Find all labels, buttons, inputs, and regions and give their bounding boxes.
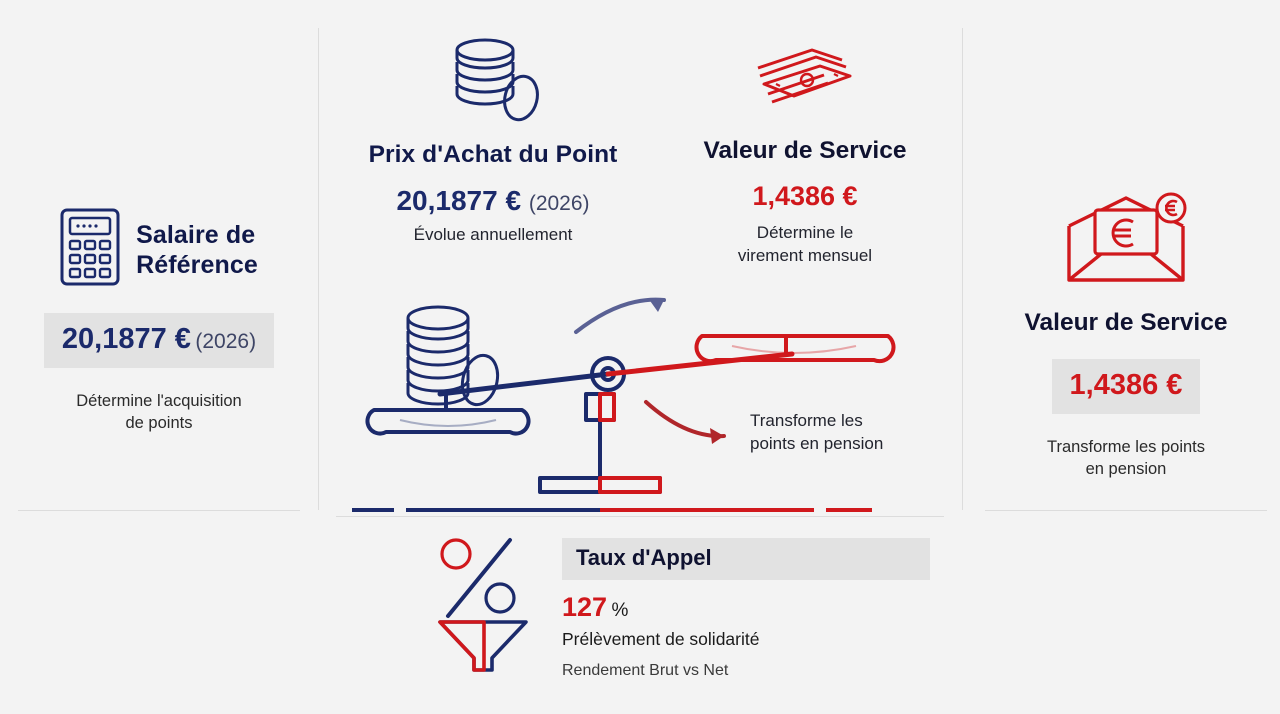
left-panel-title-line1: Salaire de bbox=[136, 220, 256, 249]
left-panel-year: (2026) bbox=[195, 330, 257, 353]
taux-dappel-unit: % bbox=[611, 600, 629, 621]
panel-valeur-de-service bbox=[985, 192, 1267, 481]
taux-dappel-texts bbox=[562, 530, 930, 680]
prix-achat-value: 20,1877 € bbox=[396, 185, 522, 216]
taux-dappel-footnote: Rendement Brut vs Net bbox=[562, 662, 729, 679]
transform-note-line2: points en pension bbox=[750, 433, 884, 453]
envelope-euro-icon bbox=[1061, 192, 1191, 293]
curved-arrow-right-icon bbox=[646, 402, 724, 444]
banknotes-icon bbox=[750, 44, 860, 127]
left-panel-value-pill bbox=[44, 313, 274, 368]
left-panel-title bbox=[136, 220, 258, 280]
divider-vertical-right bbox=[962, 28, 963, 510]
valeur-service-right-value-pill bbox=[1052, 359, 1201, 414]
taux-dappel-value-row bbox=[562, 592, 930, 623]
valeur-service-right-title: Valeur de Service bbox=[1024, 309, 1228, 336]
left-panel-caption-line2: de points bbox=[125, 414, 193, 433]
valeur-service-right-caption-line1: Transforme les points bbox=[1046, 438, 1206, 456]
percent-funnel-icon bbox=[430, 530, 536, 677]
panel-taux-dappel bbox=[430, 530, 970, 695]
block-valeur-de-service-center bbox=[670, 44, 940, 268]
panel-center bbox=[320, 20, 960, 510]
valeur-service-center-subtitle bbox=[738, 222, 872, 268]
taux-dappel-title: Taux d'Appel bbox=[576, 545, 712, 570]
valeur-service-center-subtitle-line2: virement mensuel bbox=[737, 245, 873, 265]
curved-arrow-up-icon bbox=[576, 298, 664, 332]
calculator-icon bbox=[60, 208, 120, 291]
balance-scale-icon bbox=[340, 270, 940, 520]
valeur-service-right-value: 1,4386 € bbox=[1069, 369, 1183, 401]
valeur-service-center-title: Valeur de Service bbox=[703, 137, 907, 164]
taux-dappel-value: 127 bbox=[562, 592, 608, 622]
panel-salaire-de-reference bbox=[18, 208, 300, 435]
left-panel-caption bbox=[76, 390, 241, 435]
divider-horizontal-left bbox=[18, 510, 300, 511]
prix-achat-year: (2026) bbox=[528, 192, 590, 215]
left-panel-caption-line1: Détermine l'acquisition bbox=[76, 392, 242, 410]
left-panel-header bbox=[60, 208, 258, 291]
transform-note bbox=[750, 410, 925, 456]
prix-achat-value-row bbox=[396, 185, 589, 217]
coin-stack-icon bbox=[443, 36, 543, 133]
valeur-service-right-caption-line2: en pension bbox=[1085, 460, 1167, 479]
divider-horizontal-right bbox=[985, 510, 1267, 511]
block-prix-achat-du-point bbox=[338, 36, 648, 245]
prix-achat-title: Prix d'Achat du Point bbox=[368, 141, 618, 168]
left-panel-title-line2: Référence bbox=[136, 250, 258, 279]
valeur-service-center-subtitle-line1: Détermine le bbox=[756, 223, 854, 242]
valeur-service-center-value: 1,4386 € bbox=[752, 181, 858, 211]
left-panel-value: 20,1877 € bbox=[61, 323, 191, 355]
taux-dappel-title-pill bbox=[562, 538, 930, 580]
prix-achat-subtitle: Évolue annuellement bbox=[413, 225, 573, 244]
transform-note-line1: Transforme les bbox=[750, 411, 863, 430]
divider-vertical-left bbox=[318, 28, 319, 510]
valeur-service-right-caption bbox=[1047, 436, 1205, 481]
taux-dappel-subtitle: Prélèvement de solidarité bbox=[562, 629, 760, 649]
